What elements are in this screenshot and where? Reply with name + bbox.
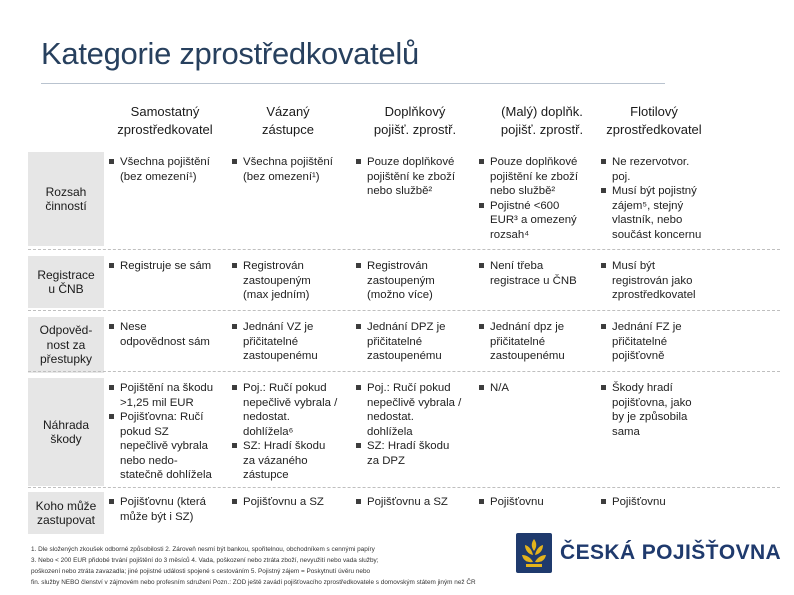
column-header: Vázaný zástupce bbox=[261, 104, 315, 137]
bullet-item: Jednání dpz je přičitatelné zastoupenému bbox=[478, 320, 596, 364]
column-header: Samostatný zprostředkovatel bbox=[117, 104, 213, 137]
bullet-item: Registruje se sám bbox=[108, 259, 226, 274]
bullet-item: SZ: Hradí škodu za DPZ bbox=[355, 439, 473, 468]
bullet-item: Všechna pojištění (bez omezení¹) bbox=[231, 155, 349, 184]
bullet-item: Pojišťovna: Ručí pokud SZ nepečlivě vybrala nebo nedo- statečně dohlížela bbox=[108, 410, 226, 483]
bullet-item: Poj.: Ručí pokud nepečlivě vybrala / nedostat. dohlížela⁶ bbox=[231, 381, 349, 439]
row-label bbox=[28, 152, 104, 246]
table-cell bbox=[108, 259, 226, 274]
row-separator bbox=[28, 487, 780, 488]
bullet-item: Nese odpovědnost sám bbox=[108, 320, 226, 349]
table-cell bbox=[108, 320, 226, 349]
bullet-item: Registrován zastoupeným (max jedním) bbox=[231, 259, 349, 303]
table-cell bbox=[108, 495, 226, 524]
table-cell bbox=[355, 320, 473, 364]
table-cell bbox=[355, 495, 473, 510]
bullet-item: Musí být pojistný zájem⁵, stejný vlastník, nebo součást koncernu bbox=[600, 184, 718, 242]
bullet-item: SZ: Hradí škodu za vázaného zástupce bbox=[231, 439, 349, 483]
table-cell bbox=[355, 381, 473, 468]
bullet-item: Všechna pojištění (bez omezení¹) bbox=[108, 155, 226, 184]
row-separator bbox=[28, 371, 780, 372]
footnotes: 1. Dle složených zkoušek odborné způsobilosti 2. Zároveň nesmí být bankou, spořitelnou, obchodníkem s cennými papíry 3. Nebo < 200 EUR přidobé trvání pojištění do 3 měsíců 4. Vada, poškození nebo ztráta zboží, nevyužití nebo vada služby; poškození nebo ztráta zavazadla; jiné pojistné události spojené s cestováním 5. Pojistný zájem = Poskytnutí úvěru nebo fin. služby NEBO členství v zájmovém nebo profesním sdružení Pozn.: ZOD ještě zavádí pojišťovacího zprostředkovatele s domovským státem jiným než ČR bbox=[31, 546, 476, 586]
table-cell bbox=[355, 155, 473, 199]
table-cell bbox=[478, 495, 596, 510]
bullet-item: Pouze doplňkové pojištění ke zboží nebo službě² bbox=[478, 155, 596, 199]
bullet-item: Jednání VZ je přičitatelné zastoupenému bbox=[231, 320, 349, 364]
row-label-text: Registrace u ČNB bbox=[37, 267, 95, 296]
table-cell bbox=[478, 320, 596, 364]
row-label-text: Rozsah činností bbox=[45, 184, 87, 213]
bullet-item: N/A bbox=[478, 381, 596, 396]
bullet-item: Musí být registrován jako zprostředkovatel bbox=[600, 259, 718, 303]
row-label-text: Náhrada škody bbox=[42, 417, 90, 446]
row-label-text: Odpověd- nost za přestupky bbox=[39, 323, 93, 367]
table-cell bbox=[108, 155, 226, 184]
table-cell bbox=[355, 259, 473, 303]
column-header: (Malý) doplňk. pojišť. zprostř. bbox=[500, 104, 584, 137]
row-separator bbox=[28, 310, 780, 311]
bullet-item: Pojišťovnu bbox=[600, 495, 718, 510]
table-cell bbox=[600, 381, 718, 439]
title-divider bbox=[41, 83, 665, 84]
bullet-item: Škody hradí pojišťovna, jako by je způsobila sama bbox=[600, 381, 718, 439]
bullet-item: Pojišťovnu (která může být i SZ) bbox=[108, 495, 226, 524]
table-cell bbox=[231, 155, 349, 184]
bullet-item: Pojišťovnu bbox=[478, 495, 596, 510]
table-cell bbox=[478, 259, 596, 288]
table-cell bbox=[600, 495, 718, 510]
bullet-item: Pojišťovnu a SZ bbox=[231, 495, 349, 510]
table-cell bbox=[231, 381, 349, 483]
bullet-item: Poj.: Ručí pokud nepečlivě vybrala / nedostat. dohlížela bbox=[355, 381, 473, 439]
table-cell bbox=[600, 320, 718, 364]
table-cell bbox=[231, 259, 349, 303]
bullet-item: Pojištění na škodu >1,25 mil EUR bbox=[108, 381, 226, 410]
row-label bbox=[28, 256, 104, 308]
column-header: Flotilový zprostředkovatel bbox=[606, 104, 702, 137]
row-label-text: Koho může zastupovat bbox=[35, 498, 97, 527]
crown-icon bbox=[516, 533, 552, 573]
table-cell bbox=[600, 259, 718, 303]
row-label bbox=[28, 317, 104, 373]
table-cell bbox=[478, 155, 596, 242]
logo bbox=[516, 532, 786, 574]
table-cell bbox=[600, 155, 718, 242]
bullet-item: Není třeba registrace u ČNB bbox=[478, 259, 596, 288]
bullet-item: Pojišťovnu a SZ bbox=[355, 495, 473, 510]
page-title: Kategorie zprostředkovatelů bbox=[41, 36, 419, 71]
table-cell bbox=[231, 320, 349, 364]
table-cell bbox=[231, 495, 349, 510]
bullet-item: Jednání FZ je přičitatelné pojišťovně bbox=[600, 320, 718, 364]
table-cell bbox=[478, 381, 596, 396]
bullet-item: Pouze doplňkové pojištění ke zboží nebo službě² bbox=[355, 155, 473, 199]
logo-text: ČESKÁ POJIŠŤOVNA bbox=[560, 541, 782, 564]
bullet-item: Registrován zastoupeným (možno více) bbox=[355, 259, 473, 303]
row-label bbox=[28, 492, 104, 534]
row-label bbox=[28, 378, 104, 486]
bullet-item: Ne rezervotvor. poj. bbox=[600, 155, 718, 184]
bullet-item: Pojistné <600 EUR³ a omezený rozsah⁴ bbox=[478, 199, 596, 243]
bullet-item: Jednání DPZ je přičitatelné zastoupenému bbox=[355, 320, 473, 364]
table-cell bbox=[108, 381, 226, 483]
column-header: Doplňkový pojišť. zprostř. bbox=[373, 104, 457, 137]
row-separator bbox=[28, 249, 780, 250]
